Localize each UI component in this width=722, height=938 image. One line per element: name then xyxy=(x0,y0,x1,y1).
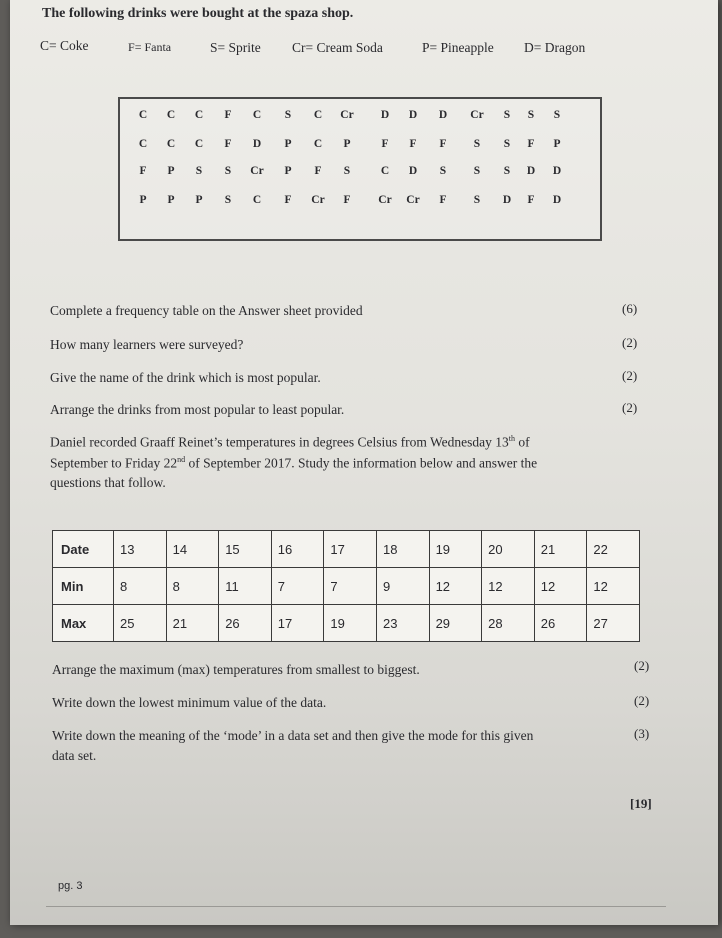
drink-cell: C xyxy=(252,194,262,206)
table-cell: 20 xyxy=(482,531,535,568)
text-span: of xyxy=(515,434,530,450)
table-cell: 21 xyxy=(534,531,587,568)
table-cell: 7 xyxy=(271,568,324,605)
legend-key: P xyxy=(422,40,430,55)
intro-text: The following drinks were bought at the spaza shop. xyxy=(42,6,354,21)
drink-cell: C xyxy=(138,138,148,150)
drink-cell: P xyxy=(167,194,175,206)
row-header-min: Min xyxy=(53,568,114,605)
legend-name: Dragon xyxy=(544,40,586,55)
question-arrange-drinks: Arrange the drinks from most popular to least popular. xyxy=(50,402,345,417)
marks-label: (2) xyxy=(622,368,638,383)
drink-cell: P xyxy=(284,165,292,177)
table-cell: 7 xyxy=(324,568,377,605)
table-cell: 17 xyxy=(271,605,324,642)
drink-cell: D xyxy=(552,165,562,177)
drink-cell: S xyxy=(224,194,232,206)
table-cell: 16 xyxy=(271,531,324,568)
drink-cell: S xyxy=(473,194,481,206)
drinks-row xyxy=(120,165,600,189)
drink-cell: S xyxy=(224,165,232,177)
drink-cell: C xyxy=(166,138,176,150)
legend-item-coke: C= Coke xyxy=(40,38,89,53)
table-row-max xyxy=(53,605,640,642)
table-cell: 8 xyxy=(114,568,167,605)
drink-cell: F xyxy=(139,165,147,177)
temperature-table xyxy=(52,530,640,642)
drink-cell: D xyxy=(438,109,448,121)
table-cell: 26 xyxy=(534,605,587,642)
legend-name: Fanta xyxy=(144,40,172,54)
drink-cell: F xyxy=(381,138,389,150)
legend-name: Pineapple xyxy=(440,40,494,55)
text-span: Daniel recorded Graaff Reinet’s temperatures in degrees Celsius from Wednesday 13 xyxy=(50,434,509,450)
drink-cell: Cr xyxy=(378,194,392,206)
drink-cell: F xyxy=(409,138,417,150)
drinks-data-box xyxy=(118,97,602,241)
drink-cell: Cr xyxy=(340,109,354,121)
table-cell: 12 xyxy=(587,568,640,605)
table-cell: 23 xyxy=(376,605,429,642)
drink-cell: D xyxy=(408,109,418,121)
drink-cell: S xyxy=(503,138,511,150)
drinks-row xyxy=(120,109,600,133)
drink-cell: S xyxy=(473,165,481,177)
temperature-intro-line-1 xyxy=(50,434,530,451)
marks-label: (2) xyxy=(634,693,650,708)
legend-key: D xyxy=(524,40,534,55)
table-cell: 19 xyxy=(429,531,482,568)
drink-cell: F xyxy=(527,138,535,150)
drink-cell: S xyxy=(284,109,292,121)
legend-name: Coke xyxy=(60,38,89,53)
text-span: September to Friday 22 xyxy=(50,455,178,471)
superscript: nd xyxy=(177,455,186,464)
drink-cell: S xyxy=(553,109,561,121)
temperature-intro-line-3: questions that follow. xyxy=(50,475,166,490)
table-cell: 27 xyxy=(587,605,640,642)
exam-page xyxy=(10,0,718,925)
drink-cell: S xyxy=(343,165,351,177)
legend-item-fanta: F= Fanta xyxy=(128,40,172,54)
question-frequency-table: Complete a frequency table on the Answer sheet provided xyxy=(50,303,363,318)
drink-cell: F xyxy=(439,194,447,206)
table-cell: 17 xyxy=(324,531,377,568)
legend-name: Sprite xyxy=(228,40,261,55)
drink-cell: F xyxy=(343,194,351,206)
drink-cell: S xyxy=(503,165,511,177)
drink-cell: S xyxy=(527,109,535,121)
drink-cell: F xyxy=(314,165,322,177)
table-cell: 28 xyxy=(482,605,535,642)
total-marks: [19] xyxy=(630,796,652,811)
table-row-date xyxy=(53,531,640,568)
drink-cell: C xyxy=(313,109,323,121)
question-lowest-minimum: Write down the lowest minimum value of the data. xyxy=(52,695,327,710)
drink-cell: Cr xyxy=(470,109,484,121)
footer-rule xyxy=(46,906,666,907)
table-cell: 18 xyxy=(376,531,429,568)
superscript: th xyxy=(508,434,515,443)
table-cell: 22 xyxy=(587,531,640,568)
drink-cell: S xyxy=(473,138,481,150)
row-header-max: Max xyxy=(53,605,114,642)
table-row-min xyxy=(53,568,640,605)
marks-label: (6) xyxy=(622,301,638,316)
marks-label: (2) xyxy=(634,658,650,673)
question-most-popular: Give the name of the drink which is most popular. xyxy=(50,370,321,385)
drink-cell: S xyxy=(503,109,511,121)
legend-item-pineapple: P= Pineapple xyxy=(422,40,494,55)
drink-cell: P xyxy=(343,138,351,150)
question-arrange-max: Arrange the maximum (max) temperatures from smallest to biggest. xyxy=(52,662,420,677)
drink-cell: Cr xyxy=(406,194,420,206)
table-cell: 12 xyxy=(534,568,587,605)
table-cell: 21 xyxy=(166,605,219,642)
drink-cell: C xyxy=(138,109,148,121)
drink-cell: F xyxy=(224,109,232,121)
drinks-row xyxy=(120,138,600,162)
table-cell: 19 xyxy=(324,605,377,642)
legend-key: S xyxy=(210,40,218,55)
drink-cell: D xyxy=(252,138,262,150)
drink-cell: F xyxy=(224,138,232,150)
legend-item-sprite: S= Sprite xyxy=(210,40,261,55)
legend-item-cream-soda: Cr= Cream Soda xyxy=(292,40,383,55)
drink-cell: D xyxy=(502,194,512,206)
table-cell: 26 xyxy=(219,605,272,642)
table-cell: 13 xyxy=(114,531,167,568)
drink-cell: C xyxy=(252,109,262,121)
drink-cell: S xyxy=(439,165,447,177)
drink-cell: D xyxy=(526,165,536,177)
drink-cell: C xyxy=(380,165,390,177)
text-span: of September 2017. Study the information below and answer the xyxy=(185,455,538,471)
table-cell: 9 xyxy=(376,568,429,605)
table-cell: 12 xyxy=(482,568,535,605)
drink-cell: D xyxy=(552,194,562,206)
drink-cell: Cr xyxy=(250,165,264,177)
drink-cell: C xyxy=(313,138,323,150)
drink-cell: F xyxy=(439,138,447,150)
table-cell: 14 xyxy=(166,531,219,568)
table-cell: 8 xyxy=(166,568,219,605)
legend-name: Cream Soda xyxy=(316,40,383,55)
legend-key: Cr xyxy=(292,40,306,55)
temperature-intro-line-2 xyxy=(50,455,537,472)
table-cell: 29 xyxy=(429,605,482,642)
drink-cell: C xyxy=(194,109,204,121)
table-cell: 12 xyxy=(429,568,482,605)
drink-cell: F xyxy=(527,194,535,206)
legend-key: F xyxy=(128,40,135,54)
drink-cell: P xyxy=(553,138,561,150)
drink-cell: P xyxy=(195,194,203,206)
table-cell: 11 xyxy=(219,568,272,605)
marks-label: (3) xyxy=(634,726,650,741)
page-number: pg. 3 xyxy=(58,880,83,892)
legend-item-dragon: D= Dragon xyxy=(524,40,586,55)
drink-cell: P xyxy=(139,194,147,206)
drink-cell: D xyxy=(380,109,390,121)
marks-label: (2) xyxy=(622,335,638,350)
question-mode-line-1: Write down the meaning of the ‘mode’ in a data set and then give the mode for this given xyxy=(52,728,534,743)
drink-cell: P xyxy=(284,138,292,150)
drink-cell: C xyxy=(194,138,204,150)
drink-cell: Cr xyxy=(311,194,325,206)
question-learners-surveyed: How many learners were surveyed? xyxy=(50,337,244,352)
marks-label: (2) xyxy=(622,400,638,415)
drink-cell: F xyxy=(284,194,292,206)
drink-cell: P xyxy=(167,165,175,177)
drinks-row xyxy=(120,194,600,218)
drink-cell: C xyxy=(166,109,176,121)
table-cell: 15 xyxy=(219,531,272,568)
drink-cell: D xyxy=(408,165,418,177)
question-mode-line-2: data set. xyxy=(52,748,97,763)
table-cell: 25 xyxy=(114,605,167,642)
row-header-date: Date xyxy=(53,531,114,568)
legend-key: C xyxy=(40,38,50,53)
drink-cell: S xyxy=(195,165,203,177)
